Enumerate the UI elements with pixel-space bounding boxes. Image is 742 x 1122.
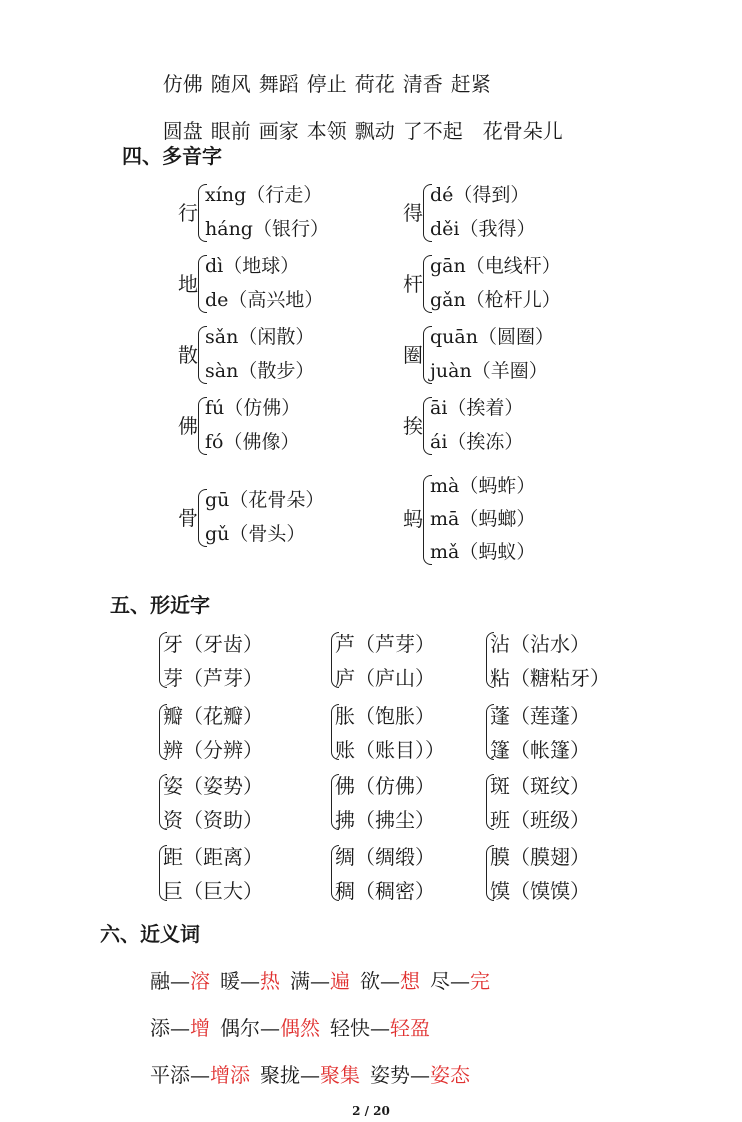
reading: quān（圆圈） (430, 326, 554, 348)
synonym-pair (430, 969, 490, 993)
polyphone-char: 挨 (403, 414, 423, 438)
similar-char: 账（账目）） (335, 738, 445, 762)
dash: — (260, 1016, 280, 1040)
reading: gǎn（枪杆儿） (430, 289, 561, 311)
synonym-pair (360, 969, 420, 993)
answer: 热 (260, 969, 280, 993)
vocab-line-2 (150, 91, 571, 144)
section-title-similar-chars: 五、形近字 (110, 593, 210, 617)
reading: fó（佛像） (205, 431, 300, 453)
dash: — (170, 1016, 190, 1040)
reading: mà（蚂蚱） (430, 475, 536, 497)
similar-char: 庐（庐山） (335, 666, 435, 690)
synonym-row (150, 1059, 480, 1088)
synonym-pair (150, 1016, 210, 1040)
reading: ái（挨冻） (430, 431, 524, 453)
answer: 偶然 (280, 1016, 320, 1040)
dash: — (300, 1063, 320, 1087)
word: 尽 (430, 969, 450, 993)
word: 荷花 (354, 72, 395, 96)
word: 花骨朵儿 (482, 119, 563, 143)
word: 本领 (306, 119, 347, 143)
similar-char: 馍（馍馍） (490, 879, 590, 903)
word: 姿势 (370, 1063, 410, 1087)
polyphone-char: 行 (178, 201, 198, 225)
dash: — (380, 969, 400, 993)
answer: 增 (190, 1016, 210, 1040)
reading: gū（花骨朵） (205, 489, 325, 511)
similar-char: 蓬（莲蓬） (490, 704, 590, 728)
reading: gān（电线杆） (430, 255, 561, 277)
word: 画家 (258, 119, 299, 143)
word: 飘动 (354, 119, 395, 143)
word: 赶紧 (450, 72, 491, 96)
synonym-pair (290, 969, 350, 993)
section-title-synonyms: 六、近义词 (100, 922, 200, 946)
reading: dé（得到） (430, 184, 530, 206)
polyphone-char: 蚂 (403, 507, 423, 531)
synonym-pair (260, 1063, 360, 1087)
word: 清香 (402, 72, 443, 96)
polyphone-char: 散 (178, 343, 198, 367)
synonym-pair (330, 1016, 430, 1040)
similar-char: 资（资助） (163, 808, 263, 832)
similar-char: 牙（牙齿） (163, 632, 263, 656)
page-number: 2 / 20 (352, 1104, 390, 1118)
reading: háng（银行） (205, 218, 329, 240)
word: 暖 (220, 969, 240, 993)
synonym-pair (220, 1016, 320, 1040)
word: 了不起 (402, 119, 463, 143)
answer: 完 (470, 969, 490, 993)
similar-char: 巨（巨大） (163, 879, 263, 903)
dash: — (370, 1016, 390, 1040)
similar-char: 稠（稠密） (335, 879, 435, 903)
dash: — (240, 969, 260, 993)
word: 仿佛 (162, 72, 203, 96)
word: 欲 (360, 969, 380, 993)
synonym-pair (150, 969, 210, 993)
reading: de（高兴地） (205, 289, 324, 311)
similar-char: 膜（膜翅） (490, 845, 590, 869)
word: 舞蹈 (258, 72, 299, 96)
polyphone-char: 杆 (403, 272, 423, 296)
answer: 姿态 (430, 1063, 470, 1087)
word: 随风 (210, 72, 251, 96)
synonym-row (150, 1012, 440, 1041)
reading: xíng（行走） (205, 184, 323, 206)
word: 轻快 (330, 1016, 370, 1040)
word: 圆盘 (162, 119, 203, 143)
word: 融 (150, 969, 170, 993)
reading: dì（地球） (205, 255, 300, 277)
reading: juàn（羊圈） (430, 360, 548, 382)
dash: — (410, 1063, 430, 1087)
answer: 聚集 (320, 1063, 360, 1087)
polyphone-char: 骨 (178, 506, 198, 530)
answer: 遍 (330, 969, 350, 993)
synonym-row (150, 965, 500, 994)
similar-char: 胀（饱胀） (335, 704, 435, 728)
polyphone-char: 地 (178, 272, 198, 296)
word: 停止 (306, 72, 347, 96)
vocab-line-1 (150, 44, 499, 97)
word: 添 (150, 1016, 170, 1040)
polyphone-char: 圈 (403, 343, 423, 367)
dash: — (450, 969, 470, 993)
word: 眼前 (210, 119, 251, 143)
similar-char: 班（班级） (490, 808, 590, 832)
similar-char: 芽（芦芽） (163, 666, 263, 690)
similar-char: 瓣（花瓣） (163, 704, 263, 728)
similar-char: 辨（分辨） (163, 738, 263, 762)
reading: gǔ（骨头） (205, 523, 306, 545)
answer: 增添 (210, 1063, 250, 1087)
word: 偶尔 (220, 1016, 260, 1040)
polyphone-char: 佛 (178, 414, 198, 438)
similar-char: 芦（芦芽） (335, 632, 435, 656)
dash: — (310, 969, 330, 993)
reading: sǎn（闲散） (205, 326, 315, 348)
reading: fú（仿佛） (205, 397, 301, 419)
synonym-pair (220, 969, 280, 993)
similar-char: 姿（姿势） (163, 774, 263, 798)
answer: 溶 (190, 969, 210, 993)
similar-char: 沾（沾水） (490, 632, 590, 656)
word: 满 (290, 969, 310, 993)
dash: — (190, 1063, 210, 1087)
reading: sàn（散步） (205, 360, 315, 382)
word: 平添 (150, 1063, 190, 1087)
similar-char: 绸（绸缎） (335, 845, 435, 869)
dash: — (170, 969, 190, 993)
similar-char: 距（距离） (163, 845, 263, 869)
reading: mǎ（蚂蚁） (430, 541, 536, 563)
similar-char: 篷（帐篷） (490, 738, 590, 762)
synonym-pair (370, 1063, 470, 1087)
section-title-polyphones: 四、多音字 (122, 144, 222, 168)
similar-char: 佛（仿佛） (335, 774, 435, 798)
reading: āi（挨着） (430, 397, 524, 419)
answer: 轻盈 (390, 1016, 430, 1040)
polyphone-char: 得 (403, 201, 423, 225)
word: 聚拢 (260, 1063, 300, 1087)
similar-char: 粘（糖粘牙） (490, 666, 610, 690)
synonym-pair (150, 1063, 250, 1087)
reading: mā（蚂螂） (430, 508, 536, 530)
similar-char: 拂（拂尘） (335, 808, 435, 832)
reading: děi（我得） (430, 218, 536, 240)
similar-char: 斑（斑纹） (490, 774, 590, 798)
answer: 想 (400, 969, 420, 993)
